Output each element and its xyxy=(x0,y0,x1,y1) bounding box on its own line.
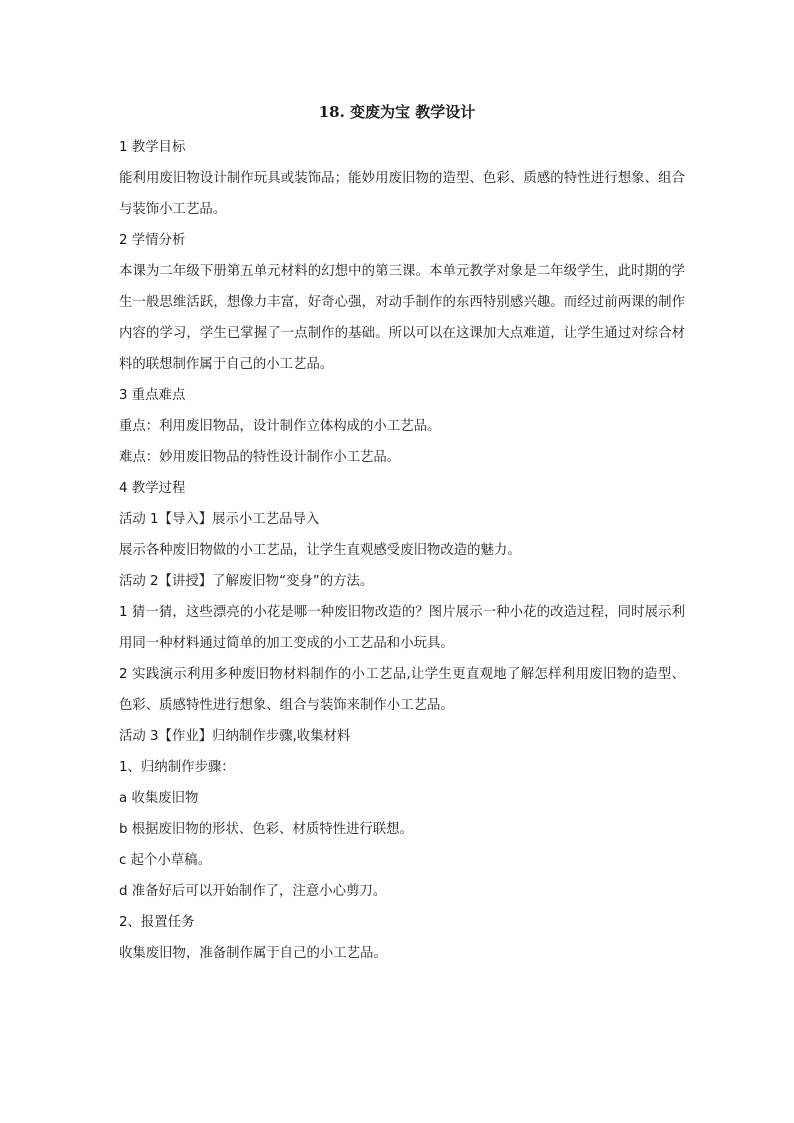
document-title: 18. 变废为宝 教学设计 xyxy=(318,103,476,121)
difficult-point-text: 难点：妙用废旧物品的特性设计制作小工艺品。 xyxy=(119,450,401,465)
section-heading-student-analysis: 2 学情分析 xyxy=(119,233,186,248)
activity-1-text: 展示各种废旧物做的小工艺品，让学生直观感受废旧物改造的魅力。 xyxy=(119,543,521,558)
activity-1-heading: 活动 1【导入】展示小工艺品导入 xyxy=(119,512,320,527)
activity-2-paragraph-2: 2 实践演示利用多种废旧物材料制作的小工艺品,让学生更直观地了解怎样利用废旧物的造型、色彩、质感特性进行想象、组合与装饰来制作小工艺品。 xyxy=(119,667,685,713)
student-analysis-text: 本课为二年级下册第五单元材料的幻想中的第三课。本单元教学对象是二年级学生，此时期的学生一般思维活跃，想像力丰富，好奇心强，对动手制作的东西特别感兴趣。而经过前两课的制作内容的学习，学生已掌握了一点制作的基础。所以可以在这课加大点难道，让学生通过对综合材料的联想制作属于自己的小工艺品。 xyxy=(119,264,685,372)
list-item: d 准备好后可以开始制作了，注意小心剪刀。 xyxy=(119,884,387,899)
activity-3-subheading-task: 2、报置任务 xyxy=(119,915,195,930)
section-heading-teaching-goals: 1 教学目标 xyxy=(119,140,186,155)
document-body xyxy=(119,132,685,969)
section-heading-teaching-process: 4 教学过程 xyxy=(119,481,186,496)
key-point-text: 重点：利用废旧物品，设计制作立体构成的小工艺品。 xyxy=(119,419,441,434)
list-item: a 收集废旧物 xyxy=(119,791,199,806)
activity-3-heading: 活动 3【作业】归纳制作步骤,收集材料 xyxy=(119,729,351,744)
teaching-goals-text: 能利用废旧物设计制作玩具或装饰品；能妙用废旧物的造型、色彩、质感的特性进行想象、组合与装饰小工艺品。 xyxy=(119,171,685,217)
list-item: c 起个小草稿。 xyxy=(119,853,211,868)
section-heading-key-points: 3 重点难点 xyxy=(119,388,186,403)
list-item: b 根据废旧物的形状、色彩、材质特性进行联想。 xyxy=(119,822,413,837)
activity-3-subheading-steps: 1、归纳制作步骤： xyxy=(119,760,235,775)
activity-2-heading: 活动 2【讲授】了解废旧物“变身”的方法。 xyxy=(119,574,374,589)
activity-2-paragraph-1: 1 猜一猜，这些漂亮的小花是哪一种废旧物改造的？图片展示一种小花的改造过程，同时展示利用同一种材料通过简单的加工变成的小工艺品和小玩具。 xyxy=(119,605,685,651)
activity-3-task-text: 收集废旧物，准备制作属于自己的小工艺品。 xyxy=(119,946,387,961)
